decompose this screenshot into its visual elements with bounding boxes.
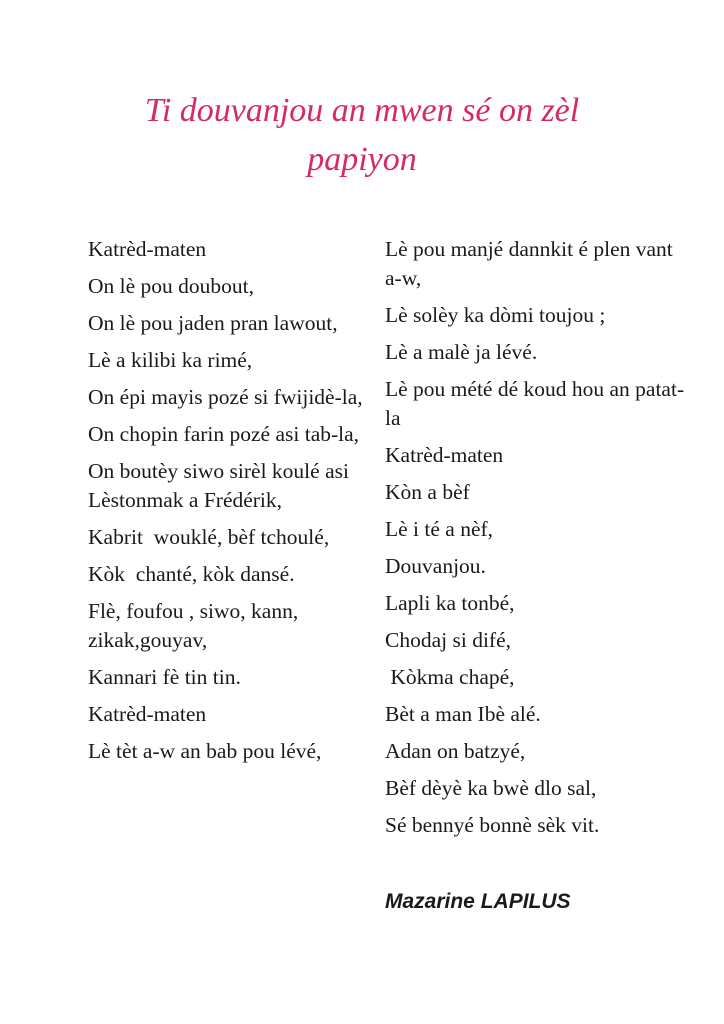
poem-line: Bèf dèyè ka bwè dlo sal, <box>385 775 597 800</box>
poem-line: Lè pou mété dé koud hou an patat-la <box>385 376 685 430</box>
poem-line: Flè, foufou , siwo, kann, zikak,gouyav, <box>88 598 304 652</box>
poem-line: Lè tèt a-w an bab pou lévé, <box>88 738 322 763</box>
poem-line: Kòk chanté, kòk dansé. <box>88 561 295 586</box>
poem-line: On épi mayis pozé si fwijidè-la, <box>88 384 363 409</box>
poem-line: Katrèd-maten <box>385 442 504 467</box>
poem-line: Lè solèy ka dòmi toujou ; <box>385 302 606 327</box>
poem-line: On lè pou jaden pran lawout, <box>88 310 338 335</box>
poem-line: Adan on batzyé, <box>385 738 526 763</box>
poem-line: Bèt a man Ibè alé. <box>385 701 541 726</box>
author-name: Mazarine LAPILUS <box>385 889 571 913</box>
poem-line: On boutèy siwo sirèl koulé asi Lèstonmak a Frédérik, <box>88 458 355 512</box>
poem-line: Lè a malè ja lévé. <box>385 339 538 364</box>
poem-line: Sé bennyé bonnè sèk vit. <box>385 812 600 837</box>
poem-line: On lè pou doubout, <box>88 273 255 298</box>
poem-line: Lè a kilibi ka rimé, <box>88 347 253 372</box>
poem-title: Ti douvanjou an mwen sé on zèl papiyon <box>144 92 580 179</box>
poem-line: Katrèd-maten <box>88 236 207 261</box>
poem-line: Kabrit wouklé, bèf tchoulé, <box>88 524 330 549</box>
poem-column-right <box>385 235 685 848</box>
poem-line: Chodaj si difé, <box>385 627 511 652</box>
poem-line: Lè i té a nèf, <box>385 516 494 541</box>
poem-line: Douvanjou. <box>385 553 486 578</box>
poem-line: Lè pou manjé dannkit é plen vant a-w, <box>385 236 679 290</box>
poem-line: Lapli ka tonbé, <box>385 590 515 615</box>
poem-line: Katrèd-maten <box>88 701 207 726</box>
poem-columns <box>0 235 724 848</box>
poem-column-left <box>88 235 385 848</box>
poem-line: Kòn a bèf <box>385 479 470 504</box>
poem-line: Kannari fè tin tin. <box>88 664 241 689</box>
poem-line: Kòkma chapé, <box>385 664 515 689</box>
poem-line: On chopin farin pozé asi tab-la, <box>88 421 360 446</box>
